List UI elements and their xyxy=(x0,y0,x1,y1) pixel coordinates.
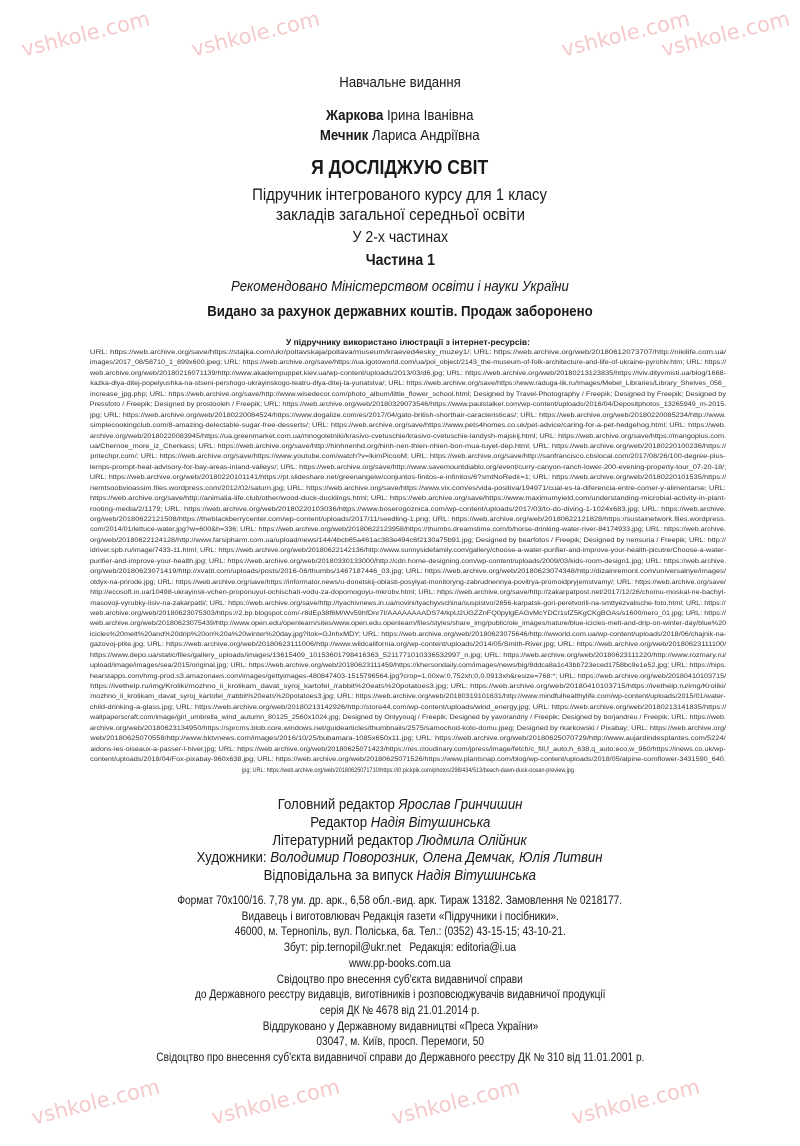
source-line: purifier-and-improve-your-health.jpg; URL: https://web.archive.org/web/20180330133000/http://cdn.home-designing.com/wp-content/uploads/2009/03/kids-room-design1.jpg; URL: https://web.archive. xyxy=(89,557,727,565)
source-line: org/web/20180622121508/https://theblackberrycenter.com/wp-content/uploads/2017/11/seedling-1.png; URL: https://web.archive.org/web/20180622121828/https://sustainetwork.files.wordpress. xyxy=(90,516,726,523)
source-line: http://ecosoft.in.ua/10498-ukrayinsk-vchen-proponuyut-ochischati-vodu-za-dopomogoyu-mkrobv.html; URL: https://web.archive.org/save/http://zakarpatpost.net/2017/12/26/chomu-moskal-ne-bachyt- xyxy=(90,589,726,597)
source-line: hearstapps.com/hmg-prod.s3.amazonaws.com/images/gettyimages-480847403-1515796564.jpg?crop=1.00xw:0.752xh;0,0.0913xh&resize=768:*; URL: https://web.archive.org/web/20180410103715/ xyxy=(89,672,727,680)
credit-line: Редактор Надія Вітушинська xyxy=(309,813,491,831)
source-line: aidons-les-oiseaux-a-passer-l-hiver.jpg; URL: https://web.archive.org/web/20180625071423/https://res.cloudinary.com/jpress/image/fetch/c_fill,f_auto,h_638,q_auto:eco,w_960/https://inews.co.uk/wp- xyxy=(90,745,726,753)
watermark-text: vshkole.com xyxy=(569,1074,703,1130)
imprint-line: Збут: pip.ternopil@ukr.net Редакція: editoria@i.ua xyxy=(283,942,517,955)
imprint-line: Свідоцтво про внесення суб'єкта видавничої справи xyxy=(276,973,524,986)
imprint-line: Видавець і виготовлювач Редакція газети «Підручники і посібники». xyxy=(241,910,559,923)
credit-line: Відповідальна за випуск Надія Вітушинська xyxy=(263,867,537,885)
source-line: web.archive.org/web/20180623075303/https://2.bp.blogspot.com/-r8dEp38f6M/Wv59hfDnr7I/AAAAAAAADS74/kpU2UGZZnFQ0pylgEAGvMcYDCI1sfZ5KgCKgBGAs/s1600/nero_01.jpg; URL: https:// xyxy=(90,609,726,617)
source-line: icicles%20melt%20and%20drip%20on%20a%20winter%20day.jpg?itok=GJnhxMDY; URL: https://web.archive.org/web/20180623075646/http://wworld.com.ua/wp-content/uploads/2018/06/chajnik-na- xyxy=(89,630,727,638)
recommendation: Рекомендовано Міністерством освіти і науки України xyxy=(231,278,569,295)
source-line: URL: https://web.archive.org/save/https://stajka.com/ukr/poltavskaja/poltava/museum/kraeved4esky_muzey1/; URL: https://web.archive.org/web/20180612073707/http://nikilife.com.ua/ xyxy=(89,349,727,356)
author: Жаркова Ірина Іванівна xyxy=(326,107,474,124)
imprint-line: Формат 70x100/16. 7,78 ум. др. арк., 6,58 обл.-вид. арк. Тираж 13182. Замовлення № 0218177. xyxy=(177,895,623,907)
source-line: temps-prompt-heat-advisory-for-bay-areas-inland-valleys/; URL: https://web.archive.org/save/http://www.savemountdiablo.org/event/curry-canyon-ranch-lower-200-evening-property-tour_07-20-18/; xyxy=(89,463,727,471)
source-line: org/web/20180622124128/http://www.farsipharm.com.ua/upload/news/144/4bcb65a461ac383e494c6f2130a75b91.jpg; Designed by bearfotos / Freepik; Designed by nensuria / Freepik; URL: http:// xyxy=(90,536,726,544)
source-line: rooting-media/2/1179; URL: https://web.archive.org/web/20180220103036/https://www.boserogoznica.com/wp-content/uploads/2017/03/to-do-diving-1-1024x683.jpg; URL: https://web.archive. xyxy=(89,505,727,513)
source-line: jpg; URL: https://web.archive.org/web/20180220084524/https://www.dogalize.com/es/2017/04/gato-british-shorthair-caracteristicas/; URL: https://web.archive.org/web/20180220085234/http://www. xyxy=(90,411,726,419)
watermark-text: vshkole.com xyxy=(189,6,323,62)
author: Мечник Лариса Андріївна xyxy=(320,127,480,144)
image-sources-list xyxy=(88,348,728,776)
source-line: kazka-dlya-ditej-popelyushka-na-stseni-pershogo-ukrayinskogo-teatru-dlya-ditej-ta-yunatstva/; URL: https://web.archive.org/save/https://www.raduga-lik.ru/Images/Mebel_Libraries/Library_Shelves_056_ xyxy=(90,380,726,388)
imprint-line: Свідоцтво про внесення суб'єкта видавничої справи до Державного реєстру ДК № 310 від 11.01.2001 р. xyxy=(155,1052,645,1065)
source-line: mozhno_li_krolikam_davat_syroj_kartofel_/rabbit%20eats%20potatoes3.jpg; URL: https://web.archive.org/web/20180319101631/http://www.mindfulhealthylife.com/wp-content/uploads/2015/01/water- xyxy=(90,693,726,701)
source-line: child-drinking-a-glass.jpg; URL: https://web.archive.org/web/20180213142926/http://store44.com/wp-content/uploads/wind_energy.jpg; URL: https://web.archive.org/web/20180213141835/https:// xyxy=(89,703,727,711)
source-line: https://www.depo.ua/static/files/gallery_uploads/images/13615409_10153601798416363_5211771010336532997_n.jpg; URL: https://web.archive.org/web/20180623111220/http://www.rozmary.ru/ xyxy=(89,651,727,659)
imprint xyxy=(0,894,800,1067)
imprint-line: www.pp-books.com.ua xyxy=(349,957,451,970)
source-line: Pressfoto / Freepik; Designed by prostooleh / Freepik; URL: https://web.archive.org/web/20180329073546/https://www.paulstalker.com/wp-content/uploads/2016/04/Depositphotos_13265949_m-2015. xyxy=(89,401,727,409)
funding-note: Видано за рахунок державних коштів. Продаж заборонено xyxy=(207,303,593,320)
image-sources xyxy=(88,337,728,776)
source-line: web.archive.org/web/20180623075439/http://www.open.edu/openlearn/sites/www.open.edu.openlearn/files/styles/share_img/public/ole_images/nature/blue-icicles-melt-and-drip-on-winter-day/blue%20 xyxy=(89,620,727,628)
imprint-line: серія ДК № 4678 від 21.01.2014 р. xyxy=(320,1004,480,1017)
source-line: images/2017_08/58710_1_899x600.jpeg; URL: https://web.archive.org/save/https://ua.igotoworld.com/ua/poi_object/2143_the-museum-of-folk-architecture-and-life-of-ukraine-pyrohiv.htm; URL: https:// xyxy=(89,359,727,367)
source-line: archive.org/web/20180220083945/https://ua.greenmarket.com.ua/mnogoletniki/krasivo-cvetuschie/krasivo-cvetuschie-landysh-majskij.html; URL: https://web.archive.org/save/https://mangoplus.com. xyxy=(89,432,727,440)
edition-type: Навчальне видання xyxy=(339,74,461,91)
imprint-line: Віддруковано у Державному видавництві «Преса України» xyxy=(262,1020,538,1033)
authors xyxy=(0,106,800,146)
watermark-text: vshkole.com xyxy=(19,6,153,62)
imprint-line: до Державного реєстру видавців, виготівників і розповсюджувачів видавничої продукції xyxy=(194,989,606,1002)
source-line: URL: https://web.archive.org/web/20180220101141/https://pt.slideshare.net/greenangelw/conjuntos-finitos-e-infinitos/6?smtNoRedir=1; URL: https://web.archive.org/web/20180220101535/https:// xyxy=(89,474,727,482)
source-line: pritechpr.com/; URL: https://web.archive.org/save/https://www.youtube.com/watch?v=lkimPicooM; URL: https://web.archive.org/save/http://sanfrancisco.cbslocal.com/2017/08/26/100-degree-plus- xyxy=(90,453,726,461)
source-line: upload/image/images/sea/2015/original.jpg; URL: https://web.archive.org/web/20180623111459/https://khersondaily.com/images/news/big/8ddca8a1c43bb723eced1758bc9e1e52.jpg; URL: https://hips. xyxy=(89,662,727,670)
source-line: simplecookingclub.com/8-amazing-delectable-sugar-free-desserts/; URL: https://web.archive.org/save/https://www.pets4homes.co.uk/pet-advice/caring-for-a-pet-hedgehog.html; URL: https://web. xyxy=(90,422,726,430)
watermark-text: vshkole.com xyxy=(559,6,693,62)
watermark-text: vshkole.com xyxy=(659,6,793,62)
source-line: archive.org/web/20180623134950/https://sprcms.blob.core.windows.net/guidearticles/thumbnails/2575/samochod-kolo-domu.jpeg; Designed by rkarkowski / Pixabay; URL: https://web.archive.org/ xyxy=(89,724,727,732)
credits xyxy=(0,796,800,885)
source-line: https://ivethelp.ru/img/Kroliki/mozhno_li_krolikam_davat_syroj_kartofel_/rabbit%20eats%20potatoes3.jpg; URL: https://web.archive.org/web/20180410103715/https://ivethelp.ru/img/Kroliki/ xyxy=(90,683,726,690)
credit-line: Художники: Володимир Поворозник, Олена Демчак, Юлія Литвин xyxy=(197,849,603,867)
source-line: masovoji-vyrubky-lisiv-na-zakarpatti/; URL: https://web.archive.org/save/http://tyachivnews.in.ua/novini/tyachyvschina/suspistvo/2656-karpatsk-gori-peretvorili-na-smttyezvalische-foto.html; URL: https:// xyxy=(90,599,726,607)
source-line: wallpaperscraft.com/image/girl_umbrella_wind_autumn_80125_2560x1024.jpg; Designed by Onlyyouqj / Freepik; Designed by yavorandriy / Freepik; Designed by borjandreu / Freepik; URL: https://web. xyxy=(90,714,726,722)
part-number: Частина 1 xyxy=(365,252,435,269)
source-line: idriver.spb.ru/image/7433-11.html; URL: https://web.archive.org/web/20180622142136/http://www.sunnysidefamily.com/gallery/choose-a-water-purifier-and-improve-your-health-picutre/Choose-a-water- xyxy=(90,547,726,555)
watermark-text: vshkole.com xyxy=(29,1074,163,1130)
credit-line: Літературний редактор Людмила Олійник xyxy=(272,831,528,849)
source-line: increase_jpg.php; URL: https://web.archive.org/save/http://www.wisedecor.com/photo_album/little_flower_school.html; Designed by Travel-Photography / Freepik; Designed by Freepik; Designed by xyxy=(90,390,726,398)
source-line: org/web/20180623071419/http://xvatit.com/uploads/posts/2016-06/thumbs/1467187446_03.jpg; URL: https://web.archive.org/web/20180623074348/http://dizainremont.com/universalnye/images/ xyxy=(90,568,726,576)
parts-count: У 2-х частинах xyxy=(352,229,448,246)
source-line: nemtsoobvioassim.files.wordpress.com/2012/02/saturn.jpg; URL: https://web.archive.org/save/https://www.vix.com/es/vida-positiva/194971/cual-es-la-diferencia-entre-comer-y-alimentarse; URL: xyxy=(89,484,727,492)
imprint-line: 46000, м. Тернопіль, вул. Поліська, 6а. Тел.: (0352) 43-15-15; 43-10-21. xyxy=(234,926,566,939)
source-line: otdyx-na-prirode.jpg; URL: https://web.archive.org/save/https://informator.news/u-donetskij-oblasti-posylyat-monitoryng-zabrudnennya-povitrya-promoidpryjemstvamy/; URL: https://web.archive.org/save/ xyxy=(90,578,726,586)
source-line: web/20180625070558/http://www.bktvnews.com/images/2016/10/25/bubamara-1085x650x11.jpg; URL: https://web.archive.org/web/20180625070729/http://www.aujardindesplantes.com/5224/ xyxy=(90,735,726,743)
book-title: Я ДОСЛІДЖУЮ СВІТ xyxy=(311,157,489,179)
credit-line: Головний редактор Ярослав Гринчишин xyxy=(277,796,523,813)
watermark-text: vshkole.com xyxy=(209,1074,343,1130)
source-line: gazovoj-plite.jpg; URL: https://web.archive.org/web/20180623111006/http://www.wildcalifornia.org/wp-content/uploads/2014/05/Smith-River.jpg; URL: https://web.archive.org/web/20180623111100/ xyxy=(89,641,727,649)
source-line: content/uploads/2018/04/Fox-pixabay-960x638.jpg; URL: https://web.archive.org/web/20180625071526/https://www.plantsnap.com/blog/wp-content/uploads/2018/05/alpine-cornflower-3431590_640. xyxy=(90,756,726,764)
image-sources-title: У підручнику використано ілюстрації з інтернет-ресурсів: xyxy=(286,337,530,347)
source-line: https://web.archive.org/save/http://animalia-life.club/other/wood-duck-ducklings.html; URL: https://web.archive.org/save/https://www.maximumyield.com/understanding-microbial-activity-in-plant- xyxy=(89,495,727,503)
source-line: ua/Chernoe_more_iz_Cherkass; URL: https://web.archive.org/save/http://hinhnenhd.org/hinh-nen-thien-nhien-bon-mua-tuyet-dep.html; URL: https://web.archive.org/web/20180220100236/https:// xyxy=(89,442,727,450)
source-line: jpg; URL: https://web.archive.org/web/20180625071710/https://i0.pickpik.com/photos/298/434/513/beach-dawn-dusk-ocean-preview.jpg xyxy=(242,766,574,774)
book-subtitle: Підручник інтегрованого курсу для 1 класу закладів загальної середньої освіти xyxy=(252,185,548,224)
source-line: web.archive.org/web/20180216071139/http://www.akadempuppet.kiev.ua/wp-content/uploads/2013/03/d6.jpg; URL: https://web.archive.org/web/20180213123835/https://lviv.dityvmisti.ua/blog/1668- xyxy=(89,369,727,377)
watermark-text: vshkole.com xyxy=(389,1074,523,1130)
imprint-line: 03047, м. Київ, просп. Перемоги, 50 xyxy=(316,1036,484,1049)
source-line: com/2014/01/lettuce-water.jpg?w=600&h=336; URL: https://web.archive.org/web/20180622123958/https://thumbs.dreamstime.com/b/horse-drinking-water-river-84174933.jpg; URL: https://web.archive. xyxy=(90,526,726,534)
